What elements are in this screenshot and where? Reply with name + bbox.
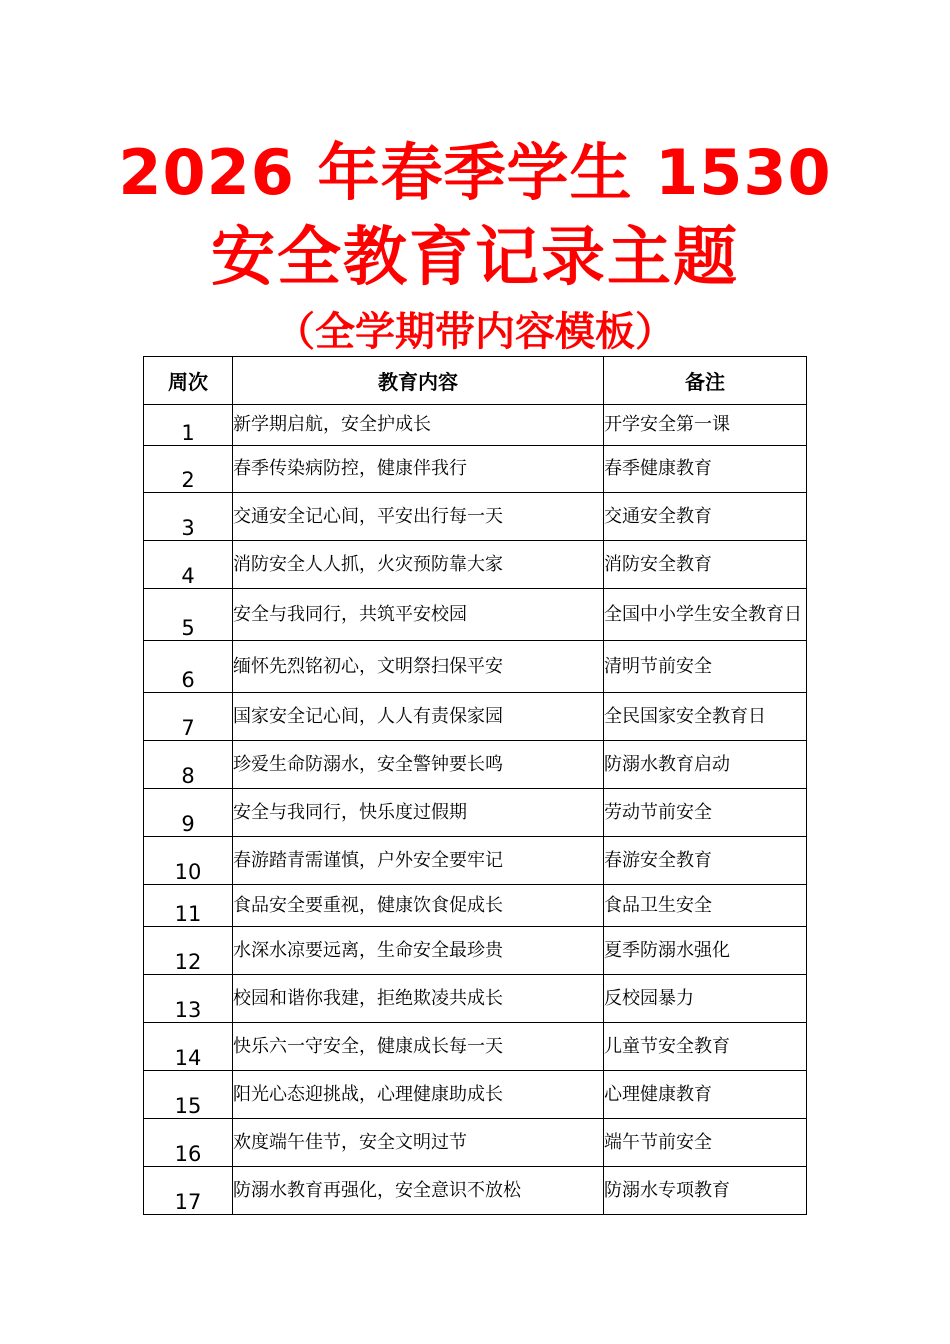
week-cell: 16 xyxy=(144,1119,233,1167)
content-cell: 国家安全记心间，人人有责保家园 xyxy=(233,693,604,741)
table-row xyxy=(144,641,807,693)
table-row xyxy=(144,975,807,1023)
content-cell: 校园和谐你我建，拒绝欺凌共成长 xyxy=(233,975,604,1023)
note-cell: 儿童节安全教育 xyxy=(604,1023,807,1071)
note-cell: 劳动节前安全 xyxy=(604,789,807,837)
note-cell: 防溺水专项教育 xyxy=(604,1167,807,1215)
table-row xyxy=(144,837,807,885)
content-cell: 春游踏青需谨慎，户外安全要牢记 xyxy=(233,837,604,885)
content-cell: 快乐六一守安全，健康成长每一天 xyxy=(233,1023,604,1071)
table-row xyxy=(144,589,807,641)
content-cell: 珍爱生命防溺水，安全警钟要长鸣 xyxy=(233,741,604,789)
week-cell: 10 xyxy=(144,837,233,885)
week-cell: 3 xyxy=(144,493,233,541)
note-cell: 清明节前安全 xyxy=(604,641,807,693)
content-cell: 新学期启航，安全护成长 xyxy=(233,405,604,446)
content-cell: 缅怀先烈铭初心，文明祭扫保平安 xyxy=(233,641,604,693)
note-cell: 开学安全第一课 xyxy=(604,405,807,446)
week-cell: 13 xyxy=(144,975,233,1023)
note-cell: 食品卫生安全 xyxy=(604,885,807,927)
week-cell: 4 xyxy=(144,541,233,589)
content-cell: 阳光心态迎挑战，心理健康助成长 xyxy=(233,1071,604,1119)
note-cell: 交通安全教育 xyxy=(604,493,807,541)
week-cell: 7 xyxy=(144,693,233,741)
content-cell: 安全与我同行，共筑平安校园 xyxy=(233,589,604,641)
header-note: 备注 xyxy=(604,357,807,405)
content-cell: 食品安全要重视，健康饮食促成长 xyxy=(233,885,604,927)
week-cell: 5 xyxy=(144,589,233,641)
table-row xyxy=(144,1167,807,1215)
table-row xyxy=(144,493,807,541)
table-row xyxy=(144,1119,807,1167)
week-cell: 11 xyxy=(144,885,233,927)
table-row xyxy=(144,1023,807,1071)
title-line-2: 安全教育记录主题 xyxy=(211,221,739,295)
note-cell: 反校园暴力 xyxy=(604,975,807,1023)
note-cell: 端午节前安全 xyxy=(604,1119,807,1167)
content-cell: 欢度端午佳节，安全文明过节 xyxy=(233,1119,604,1167)
note-cell: 全民国家安全教育日 xyxy=(604,693,807,741)
table-row xyxy=(144,789,807,837)
table-row xyxy=(144,693,807,741)
safety-education-table xyxy=(143,356,807,1215)
week-cell: 1 xyxy=(144,405,233,446)
header-week: 周次 xyxy=(144,357,233,405)
table-row xyxy=(144,885,807,927)
title-line-3: （全学期带内容模板） xyxy=(275,309,675,355)
week-cell: 15 xyxy=(144,1071,233,1119)
week-cell: 14 xyxy=(144,1023,233,1071)
content-cell: 水深水凉要远离，生命安全最珍贵 xyxy=(233,927,604,975)
note-cell: 夏季防溺水强化 xyxy=(604,927,807,975)
table-row xyxy=(144,927,807,975)
header-content: 教育内容 xyxy=(233,357,604,405)
table-row xyxy=(144,405,807,446)
note-cell: 春游安全教育 xyxy=(604,837,807,885)
title-line-1: 2026 年春季学生 1530 xyxy=(118,136,832,209)
content-cell: 交通安全记心间，平安出行每一天 xyxy=(233,493,604,541)
table-header-row xyxy=(144,357,807,405)
content-cell: 春季传染病防控，健康伴我行 xyxy=(233,446,604,493)
week-cell: 17 xyxy=(144,1167,233,1215)
week-cell: 8 xyxy=(144,741,233,789)
note-cell: 全国中小学生安全教育日 xyxy=(604,589,807,641)
note-cell: 心理健康教育 xyxy=(604,1071,807,1119)
table-row xyxy=(144,1071,807,1119)
table-row xyxy=(144,541,807,589)
week-cell: 9 xyxy=(144,789,233,837)
week-cell: 6 xyxy=(144,641,233,693)
table-row xyxy=(144,741,807,789)
week-cell: 12 xyxy=(144,927,233,975)
note-cell: 防溺水教育启动 xyxy=(604,741,807,789)
content-cell: 安全与我同行，快乐度过假期 xyxy=(233,789,604,837)
content-cell: 防溺水教育再强化，安全意识不放松 xyxy=(233,1167,604,1215)
content-cell: 消防安全人人抓，火灾预防靠大家 xyxy=(233,541,604,589)
table-row xyxy=(144,446,807,493)
note-cell: 春季健康教育 xyxy=(604,446,807,493)
week-cell: 2 xyxy=(144,446,233,493)
note-cell: 消防安全教育 xyxy=(604,541,807,589)
